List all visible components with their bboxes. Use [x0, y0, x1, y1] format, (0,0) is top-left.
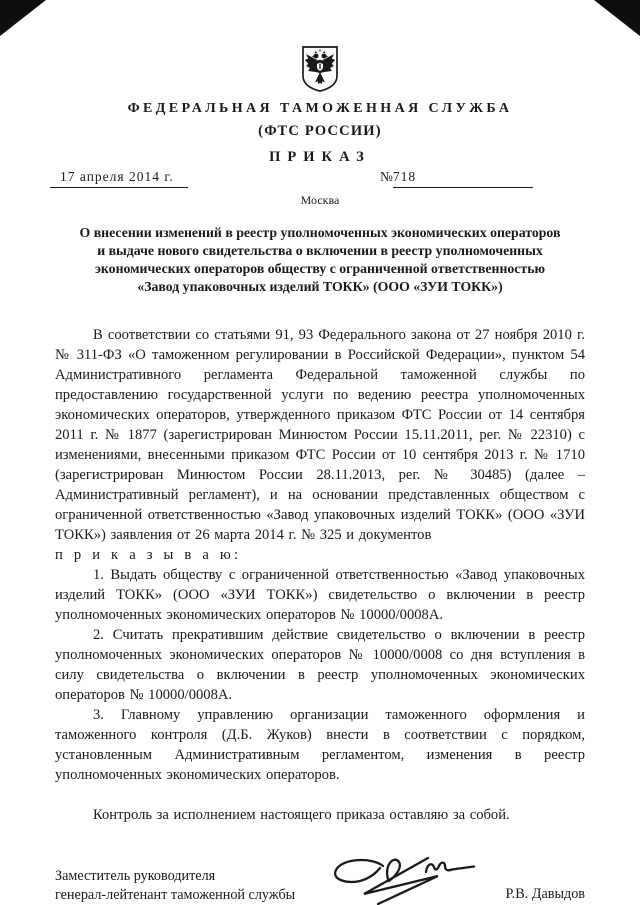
signer-position-line2: генерал-лейтенант таможенной службы — [55, 887, 296, 903]
title-line: О внесении изменений в реестр уполномоченных экономических операторов — [79, 225, 561, 240]
document-title — [55, 224, 585, 296]
date-field: 17 апреля 2014 г. — [50, 169, 188, 188]
organization-name: ФЕДЕРАЛЬНАЯ ТАМОЖЕННАЯ СЛУЖБА — [127, 101, 513, 116]
intro-paragraph: В соответствии со статьями 91, 93 Федерального закона от 27 ноября 2010 г. № 311-ФЗ «О таможенном регулировании в Российской Федерации», пунктом 54 Административного регламента Федеральной таможенной службы по предоставлению государственной услуги по ведению реестра уполномоченных экономических операторов, утвержденного приказом ФТС России от 14 сентября 2011 г. № 1877 (зарегистрирован Минюстом России 15.11.2011, рег. № 22310) с изменениями, внесенными приказом ФТС России от 10 сентября 2013 г. № 1710 (зарегистрирован Минюстом России 28.11.2013, рег. № 30485) (далее – Административный регламент), и на основании представленных обществом с ограниченной ответственностью «Завод упаковочных изделий ТОКК» (ООО «ЗУИ ТОКК») заявления от 26 марта 2014 г. № 325 и документов — [55, 327, 585, 543]
order-item-3: 3. Главному управлению организации таможенного оформления и таможенного контроля (Д.Б. Жуков) внести в соответствии с порядком, установленным Административным регламентом, изменения в реестр уполномоченных экономических операторов. — [55, 707, 585, 783]
signature-block — [55, 851, 585, 905]
handwritten-signature-icon — [328, 851, 478, 905]
document-body — [55, 325, 585, 825]
document-type-heading: ПРИКАЗ — [269, 149, 371, 165]
signer-position — [55, 867, 295, 905]
number-value: 718 — [393, 169, 533, 188]
decree-word: п р и к а з ы в а ю: — [55, 547, 242, 563]
order-item-2: 2. Считать прекратившим действие свидетельство о включении в реестр уполномоченных экономических операторов № 10000/0008 со дня вступления в силу свидетельства о включении в реестр уполномоченных экономических операторов № 10000/0008А. — [55, 627, 585, 703]
title-line: и выдаче нового свидетельства о включении в реестр уполномоченных — [97, 243, 543, 258]
organization-abbreviation: (ФТС РОССИИ) — [258, 123, 382, 139]
city-label: Москва — [300, 193, 340, 207]
signer-name: Р.В. Давыдов — [505, 886, 585, 902]
number-sign: № — [380, 169, 393, 184]
number-field — [380, 169, 533, 188]
signer-position-line1: Заместитель руководителя — [55, 868, 216, 884]
title-line: «Завод упаковочных изделий ТОКК» (ООО «ЗУИ ТОКК») — [137, 279, 503, 294]
date-number-row — [55, 169, 585, 189]
coat-of-arms-icon — [299, 80, 341, 97]
order-item-1: 1. Выдать обществу с ограниченной ответственностью «Завод упаковочных изделий ТОКК» (ООО «ЗУИ ТОКК») свидетельство о включении в реестр уполномоченных экономических операторов № 10000/0008А. — [55, 567, 585, 623]
title-line: экономических операторов обществу с ограниченной ответственностью — [94, 261, 546, 276]
emblem-container — [55, 0, 585, 93]
control-clause: Контроль за исполнением настоящего приказа оставляю за собой. — [93, 807, 510, 823]
